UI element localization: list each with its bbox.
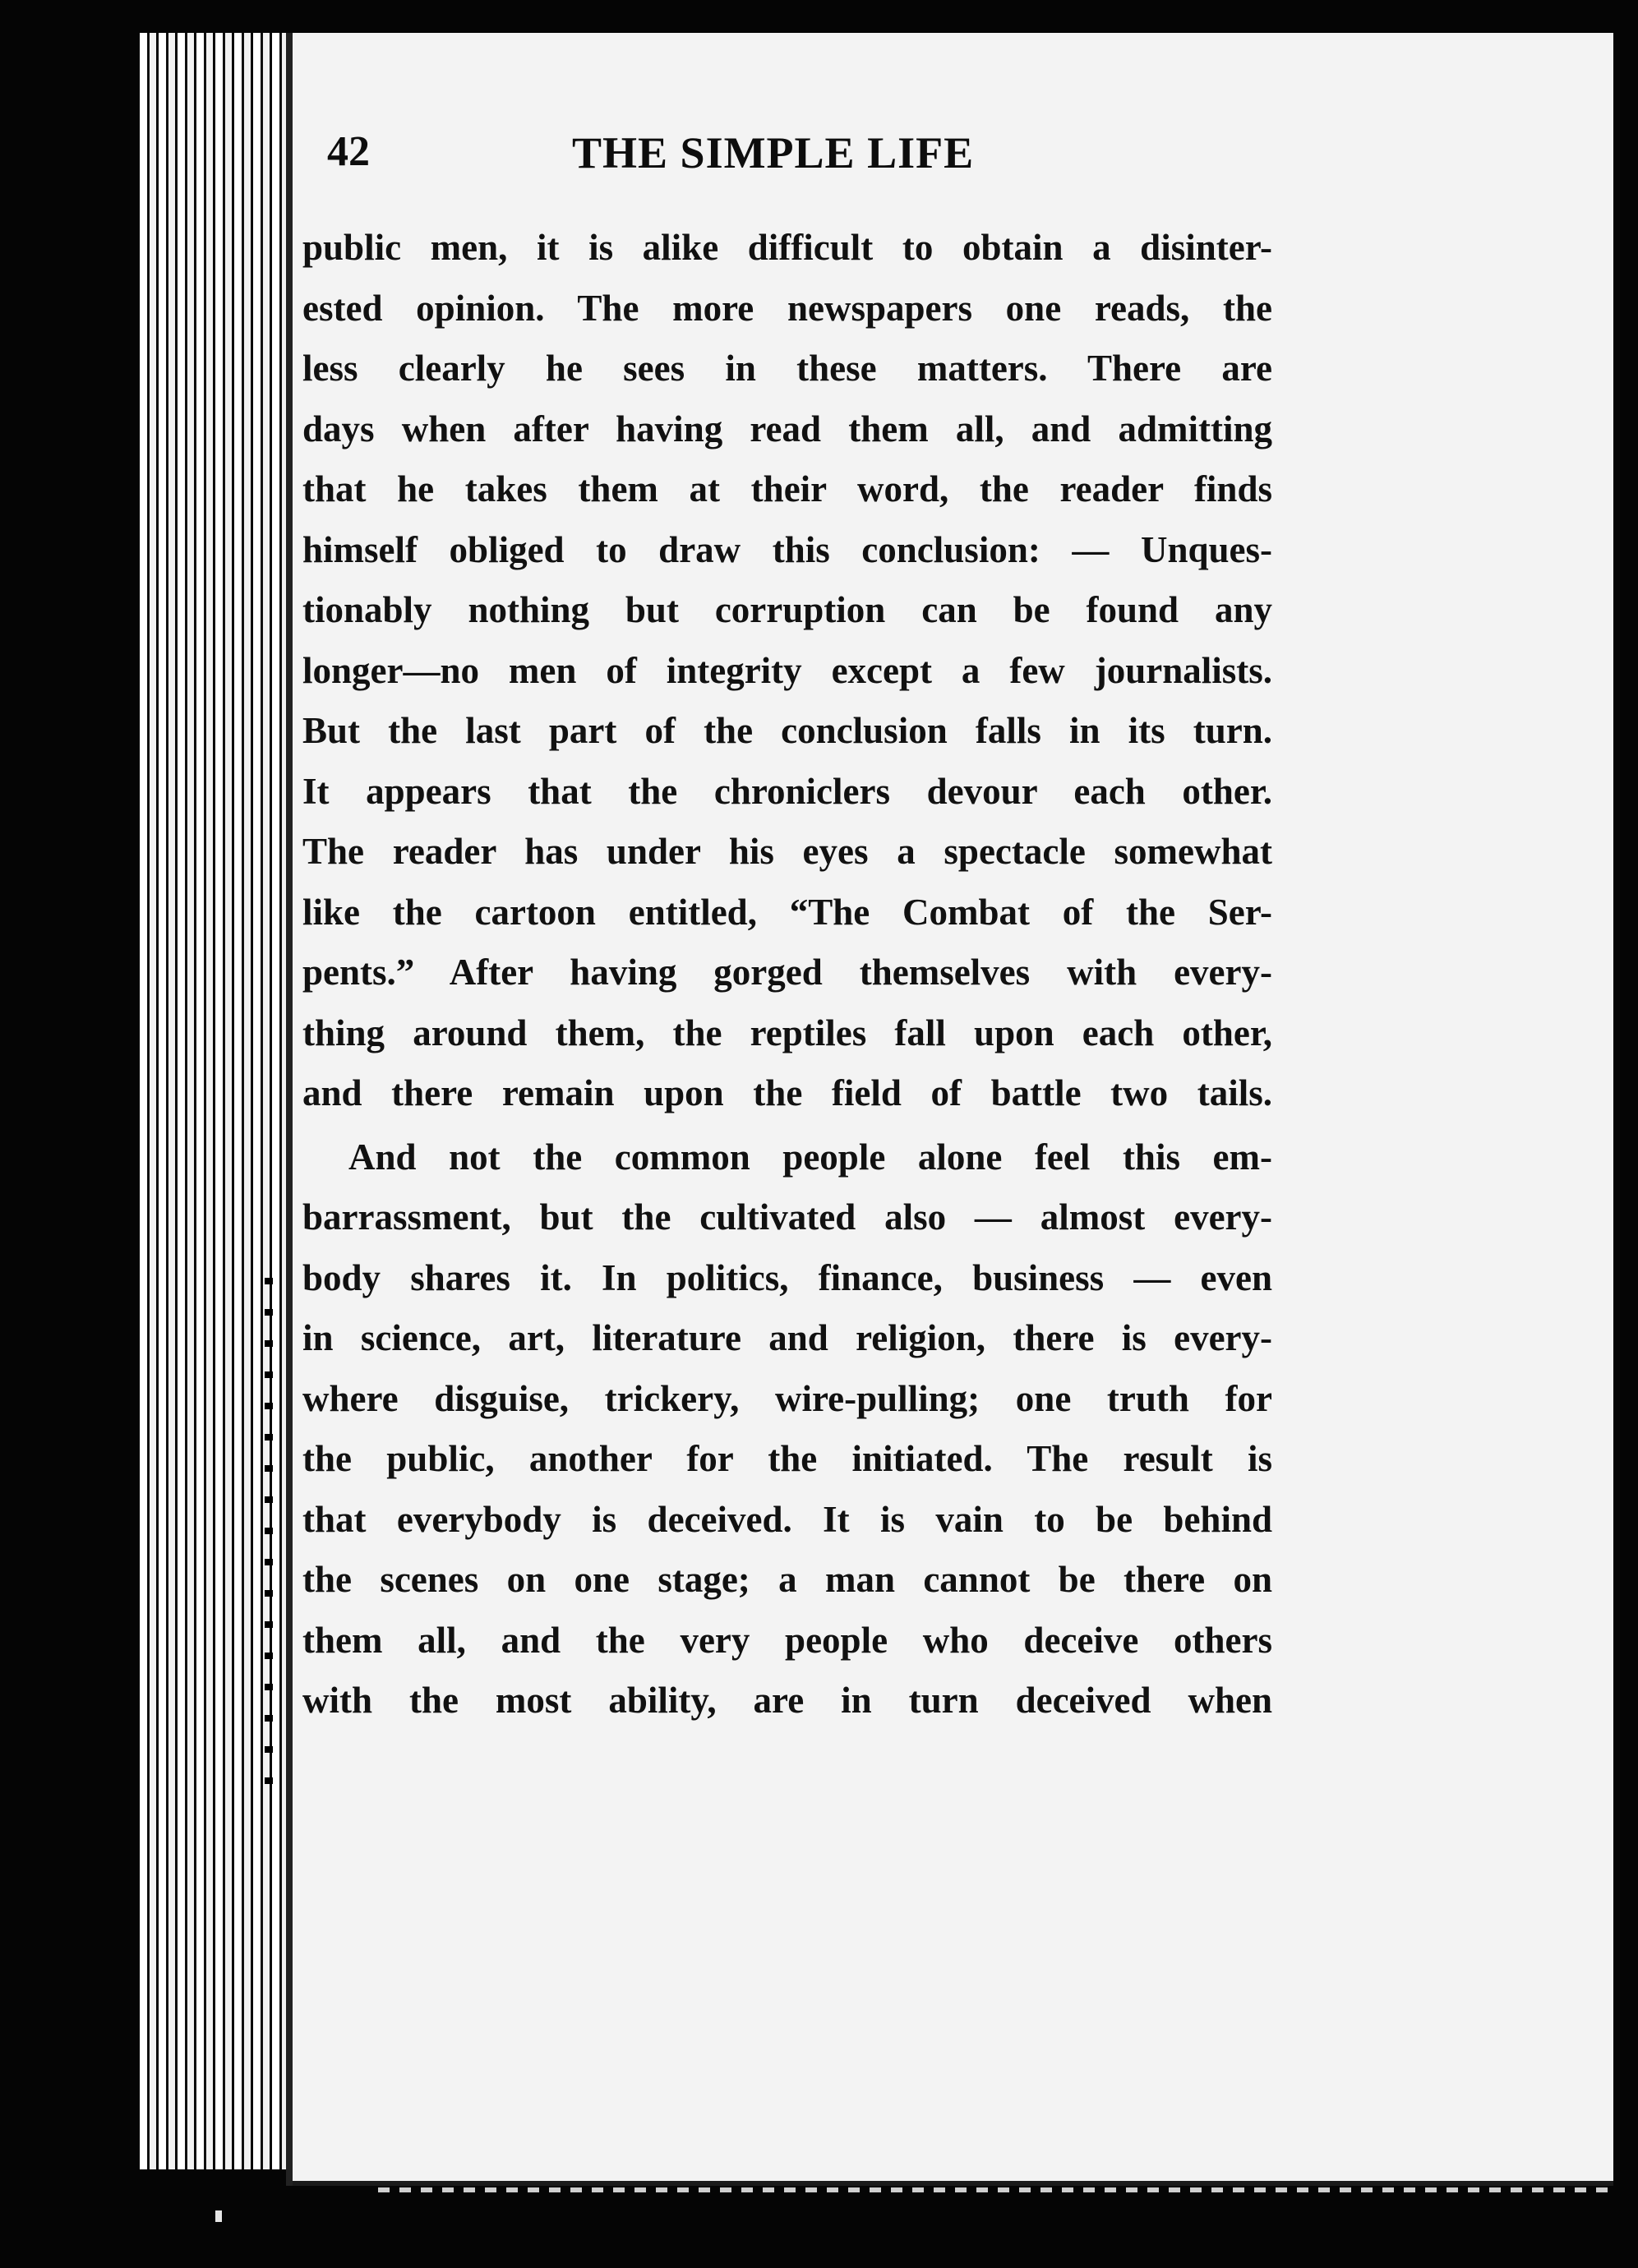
- text-line: and there remain upon the field of battle two tails.: [302, 1072, 1272, 1113]
- text-line: The reader has under his eyes a spectacle somewhat: [302, 831, 1272, 872]
- scan-speck: [215, 2210, 222, 2222]
- text-line: the public, another for the initiated. The result is: [302, 1438, 1272, 1479]
- text-line: longer—no men of integrity except a few journalists.: [302, 649, 1272, 691]
- text-line: tionably nothing but corruption can be found any: [302, 589, 1272, 630]
- text-line: that everybody is deceived. It is vain to be behind: [302, 1498, 1272, 1540]
- page-stack-edges: [140, 33, 304, 2169]
- text-line: like the cartoon entitled, “The Combat of the Ser-: [302, 891, 1272, 933]
- page-number: 42: [327, 128, 370, 175]
- text-line: thing around them, the reptiles fall upon each other,: [302, 1012, 1272, 1053]
- paragraph: [302, 1127, 1272, 1731]
- text-line: that he takes them at their word, the reader finds: [302, 468, 1272, 509]
- edge-marks: [265, 1278, 273, 1796]
- text-line: less clearly he sees in these matters. There are: [302, 348, 1272, 389]
- text-line: with the most ability, are in turn deceived when: [302, 1680, 1272, 1721]
- text-line: himself obliged to draw this conclusion: — Unques-: [302, 528, 1272, 570]
- text-line: pents.” After having gorged themselves with every-: [302, 952, 1272, 993]
- text-line: But the last part of the conclusion falls in its turn.: [302, 710, 1272, 751]
- running-title: THE SIMPLE LIFE: [572, 128, 975, 177]
- text-line: ested opinion. The more newspapers one reads, the: [302, 287, 1272, 329]
- text-line: public men, it is alike difficult to obtain a disinter-: [302, 227, 1272, 268]
- text-line: barrassment, but the cultivated also — almost every-: [302, 1196, 1272, 1238]
- running-header: [327, 127, 1305, 201]
- text-line: And not the common people alone feel this em-: [348, 1136, 1272, 1178]
- text-line: body shares it. In politics, finance, business — even: [302, 1256, 1272, 1298]
- page-bottom-edge: [378, 2187, 1611, 2192]
- text-line: where disguise, trickery, wire-pulling; one truth for: [302, 1377, 1272, 1419]
- text-line: the scenes on one stage; a man cannot be there on: [302, 1559, 1272, 1600]
- text-line: in science, art, literature and religion, there is every-: [302, 1317, 1272, 1358]
- paragraph: [302, 218, 1272, 1124]
- text-line: them all, and the very people who deceive others: [302, 1619, 1272, 1661]
- text-line: days when after having read them all, and admitting: [302, 408, 1272, 449]
- text-line: It appears that the chroniclers devour each other.: [302, 770, 1272, 812]
- body-text: [302, 218, 1272, 1731]
